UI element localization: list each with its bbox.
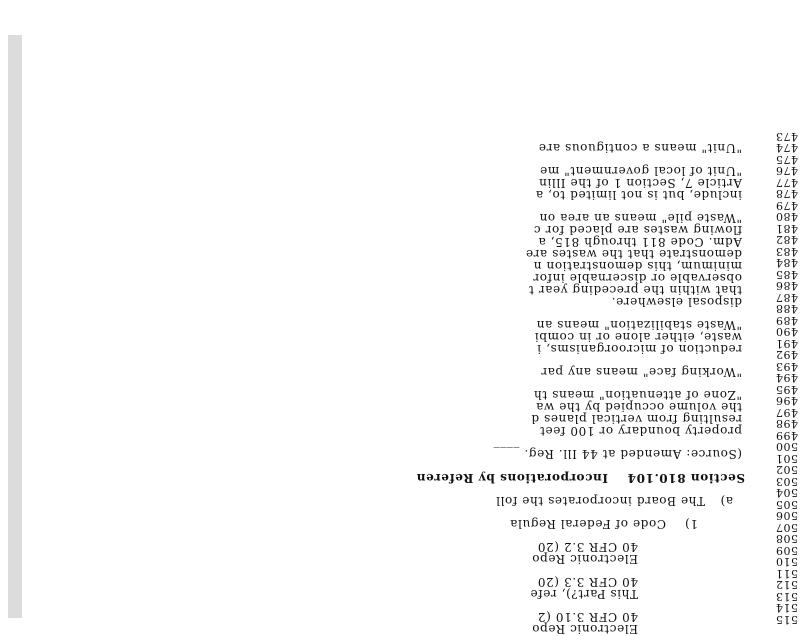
line-number: 473 [775,130,798,143]
text-line-507: 40 CFR 3.2 (20 [537,540,638,554]
text-line-477: include, but is not limited to, a [535,188,742,202]
line-number: 483 [775,245,798,258]
text-line-514: Electronic Repo [531,622,638,636]
line-number: 491 [775,337,798,350]
text-line-488: "Waste stabilization" means an [536,318,742,332]
line-number: 503 [775,475,798,488]
text-line-511: This Part?), refe [529,587,638,601]
text-line-489: waste, either alone or in combi [534,330,742,344]
line-number: 488 [775,302,798,316]
subsection-a-label: a) [719,494,733,508]
line-number: 509 [775,544,798,557]
text-line-492: "Working face" means any par [540,365,742,379]
line-number: 487 [775,291,798,304]
line-number: 500 [775,440,798,454]
line-number: 495 [775,383,798,396]
text-line-475: "Unit of local government" me [539,164,742,178]
text-line-486: disposal elsewhere. [611,295,742,309]
line-number: 502 [775,463,798,477]
line-number: 484 [775,256,798,270]
text-line-479: "Waste pile" means an area on [538,211,742,225]
section-title: Incorporations by Referen [416,471,608,485]
line-number: 504 [775,486,798,500]
line-number: 506 [775,509,798,523]
text-line-508: Electronic Repo [531,552,638,566]
text-line-473: "Unit" means a contiguous are [538,141,742,155]
line-number: 486 [775,279,798,293]
line-number: 515 [775,613,798,626]
text-line-484: observable or discernable infor [532,271,742,285]
line-number: 475 [775,153,798,166]
line-number: 514 [775,601,798,615]
line-number: 476 [775,164,798,178]
line-number: 481 [775,222,798,235]
text-line-476: Article 7, Section 1 of the Illin [538,176,742,190]
line-number: 490 [775,325,798,339]
line-number: 494 [775,371,798,385]
line-number: 492 [775,348,798,362]
text-line-494: "Zone of attenuation" means th [533,388,742,402]
line-number: 493 [775,360,798,373]
text-line-495: the volume occupied by the wa [535,400,742,414]
line-number: 508 [775,532,798,546]
line-number: 512 [775,578,798,592]
line-number: 499 [775,429,798,442]
text-line-490: reduction of microorganisms, i [536,342,742,356]
line-number: 511 [775,567,798,580]
text-line-496: resulting from vertical planes d [530,412,742,426]
text-line-503: The Board incorporates the foll [495,494,705,508]
line-number: 498 [775,417,798,431]
line-number: 477 [775,176,798,189]
line-number: 513 [775,590,798,603]
text-line-480: flowing wastes are placed for c [533,223,742,237]
line-number: 497 [775,406,798,419]
line-number: 482 [775,233,798,247]
text-line-482: demonstrate that the wastes are [525,247,742,261]
line-number: 510 [775,555,798,569]
line-number: 478 [775,187,798,201]
line-number: 485 [775,268,798,281]
line-number: 489 [775,314,798,327]
text-line-510: 40 CFR 3.3 (20 [537,575,638,589]
text-line-485: that within the preceding year t [528,283,742,297]
source-note: (Source: Amended at 44 Ill. Reg. ____ [493,447,742,461]
line-number: 479 [775,199,798,212]
text-line-505: Code of Federal Regula [509,517,666,531]
text-line-481: Adm. Code 811 through 815, a [537,235,742,249]
text-line-513: 40 CFR 3.10 (2 [537,610,638,624]
line-number: 480 [775,210,798,224]
line-number: 474 [775,141,798,155]
text-line-497: property boundary or 100 feet [539,424,742,438]
line-number: 501 [775,452,798,465]
text-line-483: minimum, this demonstration n [533,259,742,273]
subsection-1-label: 1) [684,517,698,531]
section-number: Section 810.104 [627,471,745,485]
line-number: 507 [775,521,798,534]
line-number: 505 [775,498,798,511]
line-number: 496 [775,394,798,408]
